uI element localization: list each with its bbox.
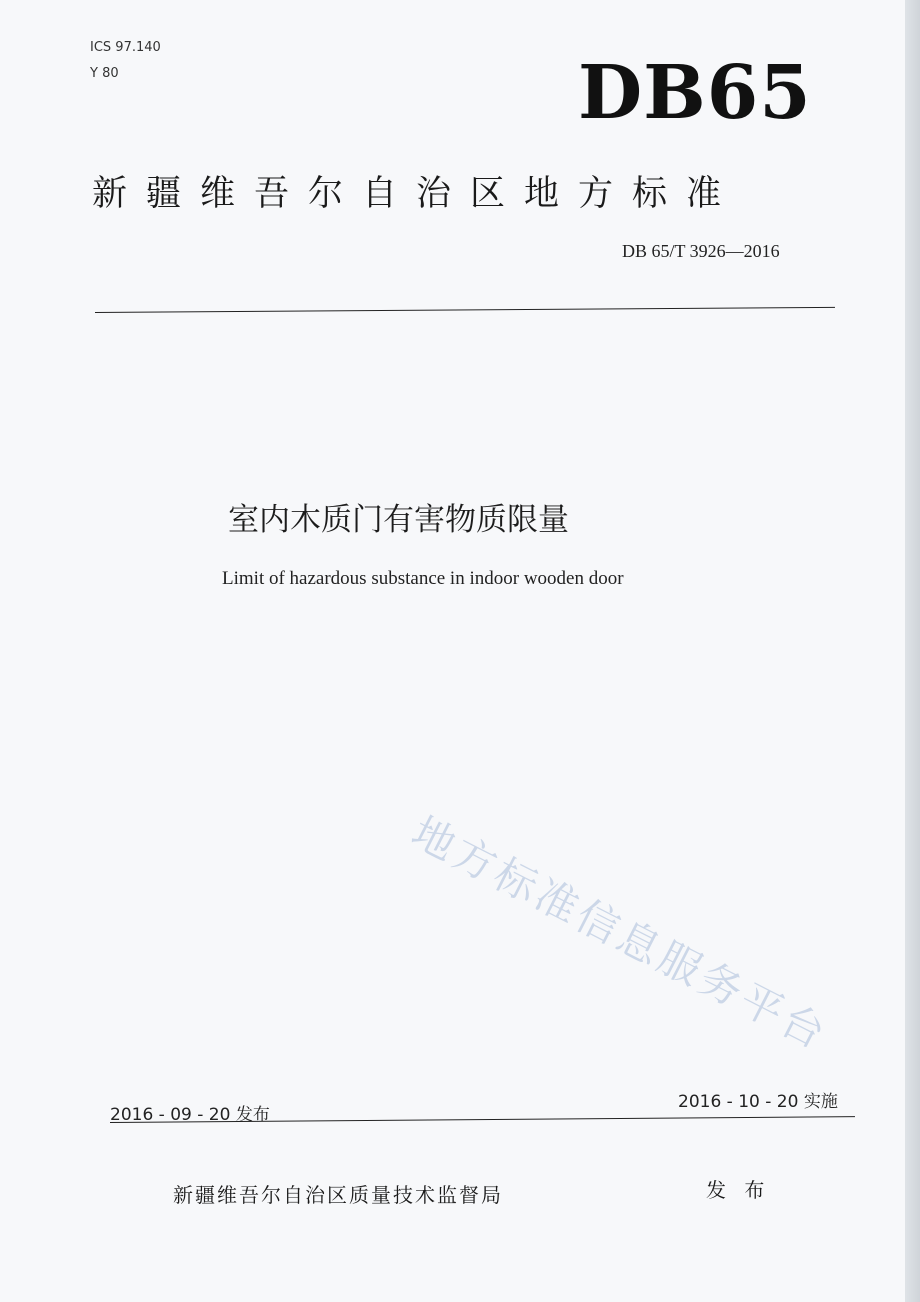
db-logo: DB65 [578, 50, 812, 136]
watermark: 地方标准信息服务平台 [404, 807, 837, 1060]
standard-type-title: 新疆维吾尔自治区地方标准 [92, 174, 741, 214]
issuing-authority: 新疆维吾尔自治区质量技术监督局 [173, 1183, 503, 1207]
standard-number: DB 65/T 3926—2016 [622, 241, 780, 261]
top-divider [95, 307, 835, 313]
scan-edge [905, 0, 920, 1302]
implementation-date: 2016 - 10 - 20 实施 [678, 1092, 838, 1112]
ics-code: ICS 97.140 [90, 40, 161, 55]
document-title-english: Limit of hazardous substance in indoor wooden door [222, 568, 624, 589]
publish-label: 发 布 [706, 1178, 771, 1202]
ccs-code: Y 80 [90, 66, 119, 81]
document-title-chinese: 室内木质门有害物质限量 [228, 502, 569, 538]
issue-date: 2016 - 09 - 20 发布 [110, 1105, 270, 1125]
